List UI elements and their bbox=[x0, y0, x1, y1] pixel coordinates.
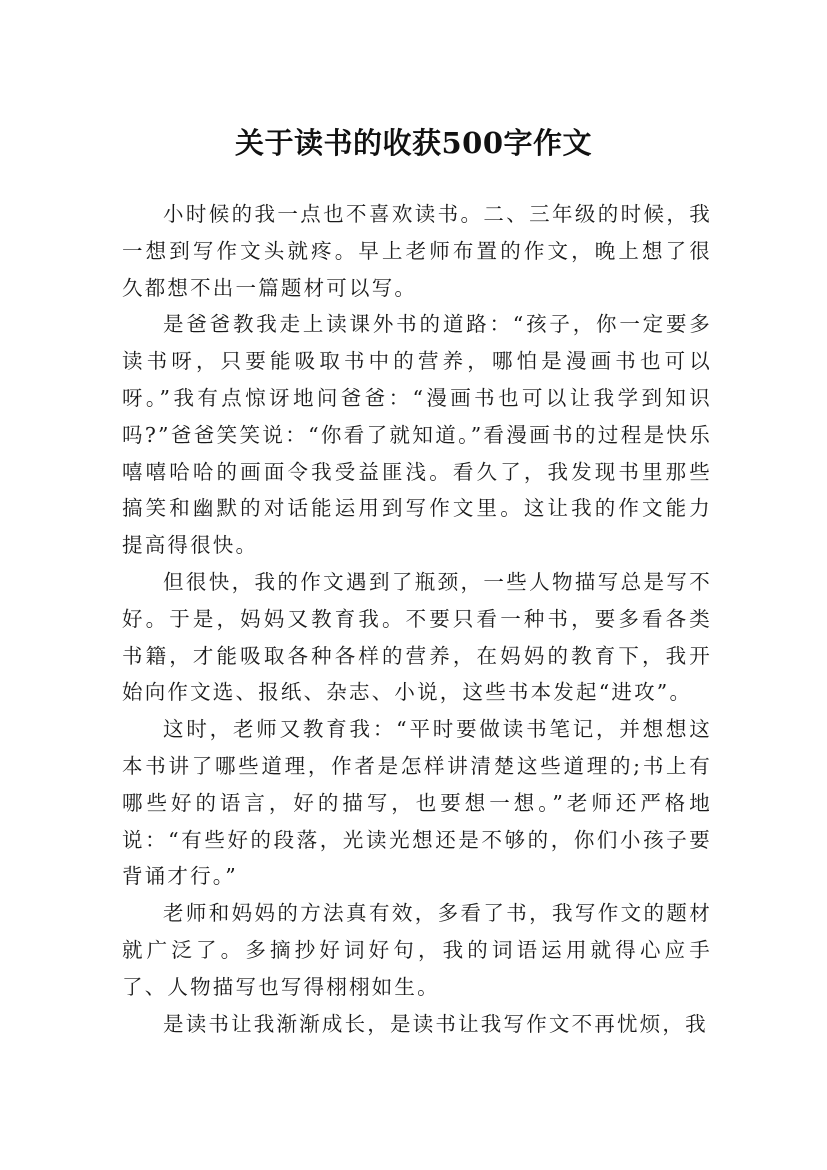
document-title: 关于读书的收获500字作文 bbox=[234, 126, 593, 161]
paragraph-4: 这时，老师又教育我：“平时要做读书笔记，并想想这本书讲了哪些道理，作者是怎样讲清楚这些道理的;书上有哪些好的语言，好的描写，也要想一想。”老师还严格地说：“有些好的段落，光读光想还是不够的，你们小孩子要背诵才行。” bbox=[122, 717, 712, 889]
paragraph-6: 是读书让我渐渐成长，是读书让我写作文不再忧烦，我 bbox=[163, 1011, 708, 1036]
paragraph-3: 但很快，我的作文遇到了瓶颈，一些人物描写总是写不好。于是，妈妈又教育我。不要只看一种书，要多看各类书籍，才能吸取各种各样的营养，在妈妈的教育下，我开始向作文选、报纸、杂志、小说，这些书本发起“进攻”。 bbox=[122, 569, 712, 705]
paragraph-2: 是爸爸教我走上读课外书的道路：“孩子，你一定要多读书呀，只要能吸取书中的营养，哪怕是漫画书也可以呀。”我有点惊讶地问爸爸：“漫画书也可以让我学到知识吗?”爸爸笑笑说：“你看了就知道。”看漫画书的过程是快乐嘻嘻哈哈的画面令我受益匪浅。看久了，我发现书里那些搞笑和幽默的对话能运用到写作文里。这让我的作文能力提高得很快。 bbox=[122, 312, 712, 558]
paragraph-5: 老师和妈妈的方法真有效，多看了书，我写作文的题材就广泛了。多摘抄好词好句，我的词语运用就得心应手了、人物描写也写得栩栩如生。 bbox=[122, 901, 712, 999]
paragraph-1: 小时候的我一点也不喜欢读书。二、三年级的时候，我一想到写作文头就疼。早上老师布置的作文，晚上想了很久都想不出一篇题材可以写。 bbox=[122, 202, 712, 300]
essay-body bbox=[122, 196, 712, 1042]
